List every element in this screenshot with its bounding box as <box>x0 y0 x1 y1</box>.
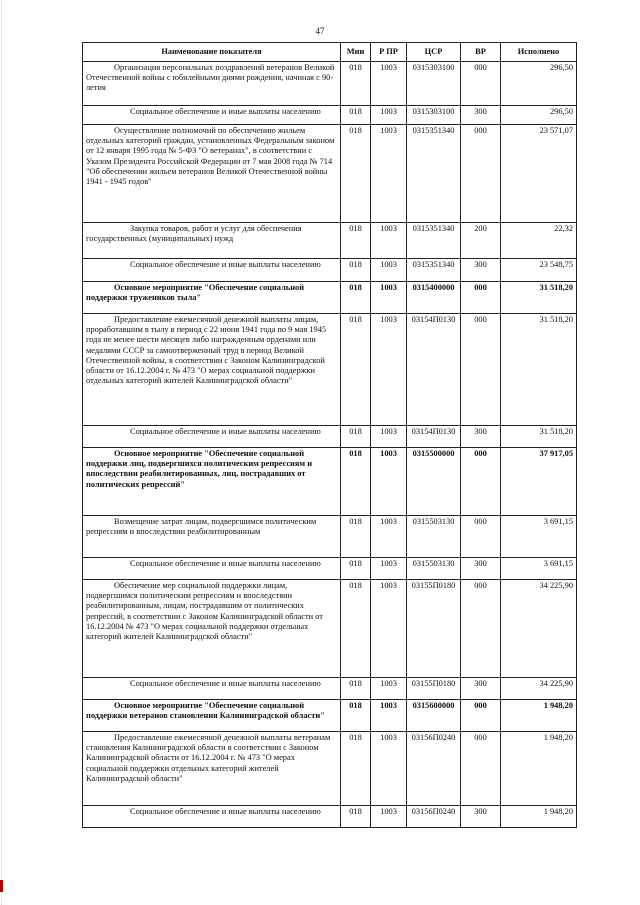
table-row <box>83 558 577 580</box>
cell-done: 296,50 <box>501 62 577 106</box>
cell-done: 31 518,20 <box>501 282 577 314</box>
cell-min: 018 <box>341 580 371 678</box>
cell-name: Закупка товаров, работ и услуг для обеспечения государственных (муниципальных) нужд <box>83 223 341 259</box>
cell-vr: 300 <box>461 426 501 448</box>
cell-done: 37 917,05 <box>501 448 577 516</box>
cell-vr: 000 <box>461 732 501 806</box>
cell-min: 018 <box>341 678 371 700</box>
cell-name: Предоставление ежемесячной денежной выплаты ветеранам становления Калининградской области в соответствии с Законом Калининградской области от 16.12.2004 г. № 473 "О мерах социальной поддержки отдельных категорий жителей Калининградской области" <box>83 732 341 806</box>
cell-done: 31 518,20 <box>501 314 577 426</box>
cell-vr: 000 <box>461 282 501 314</box>
table-row <box>83 259 577 282</box>
cell-min: 018 <box>341 223 371 259</box>
cell-csr: 0315500000 <box>407 448 461 516</box>
table-row <box>83 580 577 678</box>
cell-csr: 0315303100 <box>407 62 461 106</box>
cell-name: Социальное обеспечение и иные выплаты населению <box>83 678 341 700</box>
cell-name: Социальное обеспечение и иные выплаты населению <box>83 426 341 448</box>
cell-csr: 0315351340 <box>407 259 461 282</box>
cell-csr: 0315503130 <box>407 558 461 580</box>
cell-done: 34 225,90 <box>501 580 577 678</box>
cell-vr: 300 <box>461 558 501 580</box>
cell-done: 23 548,75 <box>501 259 577 282</box>
cell-done: 3 691,15 <box>501 558 577 580</box>
cell-rpr: 1003 <box>371 314 407 426</box>
header-rpr: Р ПР <box>371 43 407 62</box>
cell-vr: 300 <box>461 806 501 828</box>
cell-vr: 300 <box>461 678 501 700</box>
cell-csr: 0315351340 <box>407 125 461 223</box>
cell-min: 018 <box>341 259 371 282</box>
cell-rpr: 1003 <box>371 62 407 106</box>
cell-rpr: 1003 <box>371 282 407 314</box>
table-row <box>83 732 577 806</box>
cell-rpr: 1003 <box>371 106 407 125</box>
cell-name: Основное мероприятие "Обеспечение социальной поддержки тружеников тыла" <box>83 282 341 314</box>
cell-min: 018 <box>341 314 371 426</box>
table-row <box>83 314 577 426</box>
cell-rpr: 1003 <box>371 732 407 806</box>
header-vr: ВР <box>461 43 501 62</box>
cell-name: Осуществление полномочий по обеспечению жильем отдельных категорий граждан, установленных Федеральным законом от 12 января 1995 года № 5-ФЗ "О ветеранах", в соответствии с Указом Президента Российской Федерации от 7 мая 2008 года № 714 "Об обеспечении жильем ветеранов Великой Отечественной войны 1941 - 1945 годов" <box>83 125 341 223</box>
cell-done: 23 571,07 <box>501 125 577 223</box>
table-row <box>83 62 577 106</box>
cell-vr: 300 <box>461 106 501 125</box>
cell-rpr: 1003 <box>371 806 407 828</box>
cell-rpr: 1003 <box>371 125 407 223</box>
cell-name: Обеспечение мер социальной поддержки лицам, подвергшимся политическим репрессиям и впоследствии реабилитированным, лицам, пострадавшим от политических репрессий, в соответствии с Законом Калининградской области от 16.12.2004 № 473 "О мерах социальной поддержки отдельных категорий жителей Калининградской области" <box>83 580 341 678</box>
cell-rpr: 1003 <box>371 558 407 580</box>
cell-name: Социальное обеспечение и иные выплаты населению <box>83 259 341 282</box>
cell-min: 018 <box>341 426 371 448</box>
cell-rpr: 1003 <box>371 259 407 282</box>
table-row <box>83 125 577 223</box>
cell-name: Возмещение затрат лицам, подвергшимся политическим репрессиям и впоследствии реабилитированным <box>83 516 341 558</box>
cell-done: 3 691,15 <box>501 516 577 558</box>
cell-name: Социальное обеспечение и иные выплаты населению <box>83 558 341 580</box>
cell-rpr: 1003 <box>371 426 407 448</box>
table-row <box>83 516 577 558</box>
cell-name: Социальное обеспечение и иные выплаты населению <box>83 106 341 125</box>
cell-min: 018 <box>341 700 371 732</box>
cell-name: Основное мероприятие "Обеспечение социальной поддержки лиц, подвергшихся политическим репрессиям и впоследствии реабилитированных, лиц, пострадавших от политических репрессий" <box>83 448 341 516</box>
cell-rpr: 1003 <box>371 700 407 732</box>
cell-done: 1 948,20 <box>501 732 577 806</box>
cell-done: 1 948,20 <box>501 806 577 828</box>
table-body <box>83 62 577 828</box>
table-row <box>83 426 577 448</box>
cell-vr: 000 <box>461 700 501 732</box>
cell-min: 018 <box>341 448 371 516</box>
table-row <box>83 678 577 700</box>
cell-rpr: 1003 <box>371 580 407 678</box>
cell-done: 22,32 <box>501 223 577 259</box>
cell-vr: 000 <box>461 580 501 678</box>
cell-min: 018 <box>341 732 371 806</box>
table-row <box>83 700 577 732</box>
cell-min: 018 <box>341 62 371 106</box>
cell-rpr: 1003 <box>371 678 407 700</box>
cell-csr: 03155П0180 <box>407 580 461 678</box>
table-header-row <box>83 43 577 62</box>
cell-name: Предоставление ежемесячной денежной выплаты лицам, проработавшим в тылу в период с 22 июня 1941 года по 9 мая 1945 года не менее шести месяцев либо награжденным орденами или медалями СССР за самоотверженный труд в период Великой Отечественной войны, в соответствии с Законом Калининградской области от 16.12.2004 г. № 473 "О мерах социальной поддержки отдельных категорий жителей Калининградской области" <box>83 314 341 426</box>
cell-rpr: 1003 <box>371 223 407 259</box>
cell-csr: 0315351340 <box>407 223 461 259</box>
cell-min: 018 <box>341 558 371 580</box>
header-done: Исполнено <box>501 43 577 62</box>
header-min: Мин <box>341 43 371 62</box>
table-row <box>83 448 577 516</box>
page-margin-mark <box>0 880 3 892</box>
cell-vr: 200 <box>461 223 501 259</box>
cell-csr: 03154П0130 <box>407 314 461 426</box>
cell-csr: 0315600000 <box>407 700 461 732</box>
cell-vr: 000 <box>461 314 501 426</box>
cell-vr: 000 <box>461 125 501 223</box>
cell-min: 018 <box>341 516 371 558</box>
cell-vr: 000 <box>461 448 501 516</box>
cell-csr: 0315303100 <box>407 106 461 125</box>
table-row <box>83 106 577 125</box>
cell-rpr: 1003 <box>371 448 407 516</box>
cell-vr: 000 <box>461 516 501 558</box>
cell-vr: 300 <box>461 259 501 282</box>
cell-done: 34 225,90 <box>501 678 577 700</box>
cell-min: 018 <box>341 106 371 125</box>
cell-name: Социальное обеспечение и иные выплаты населению <box>83 806 341 828</box>
table-row <box>83 282 577 314</box>
cell-min: 018 <box>341 282 371 314</box>
cell-csr: 0315503130 <box>407 516 461 558</box>
cell-rpr: 1003 <box>371 516 407 558</box>
cell-min: 018 <box>341 125 371 223</box>
budget-execution-table <box>82 42 577 828</box>
page-number: 47 <box>315 26 325 36</box>
cell-done: 1 948,20 <box>501 700 577 732</box>
cell-csr: 03155П0180 <box>407 678 461 700</box>
cell-done: 31 518,20 <box>501 426 577 448</box>
cell-vr: 000 <box>461 62 501 106</box>
cell-csr: 03154П0130 <box>407 426 461 448</box>
cell-name: Основное мероприятие "Обеспечение социальной поддержки ветеранов становления Калининградской области" <box>83 700 341 732</box>
header-csr: ЦСР <box>407 43 461 62</box>
cell-name: Организация персональных поздравлений ветеранов Великой Отечественной войны с юбилейными днями рождения, начиная с 90-летия <box>83 62 341 106</box>
table-row <box>83 806 577 828</box>
cell-min: 018 <box>341 806 371 828</box>
header-name: Наименование показателя <box>83 43 341 62</box>
cell-csr: 03156П0240 <box>407 806 461 828</box>
page-margin-line <box>1 0 2 905</box>
cell-csr: 03156П0240 <box>407 732 461 806</box>
cell-csr: 0315400000 <box>407 282 461 314</box>
cell-done: 296,50 <box>501 106 577 125</box>
table-row <box>83 223 577 259</box>
